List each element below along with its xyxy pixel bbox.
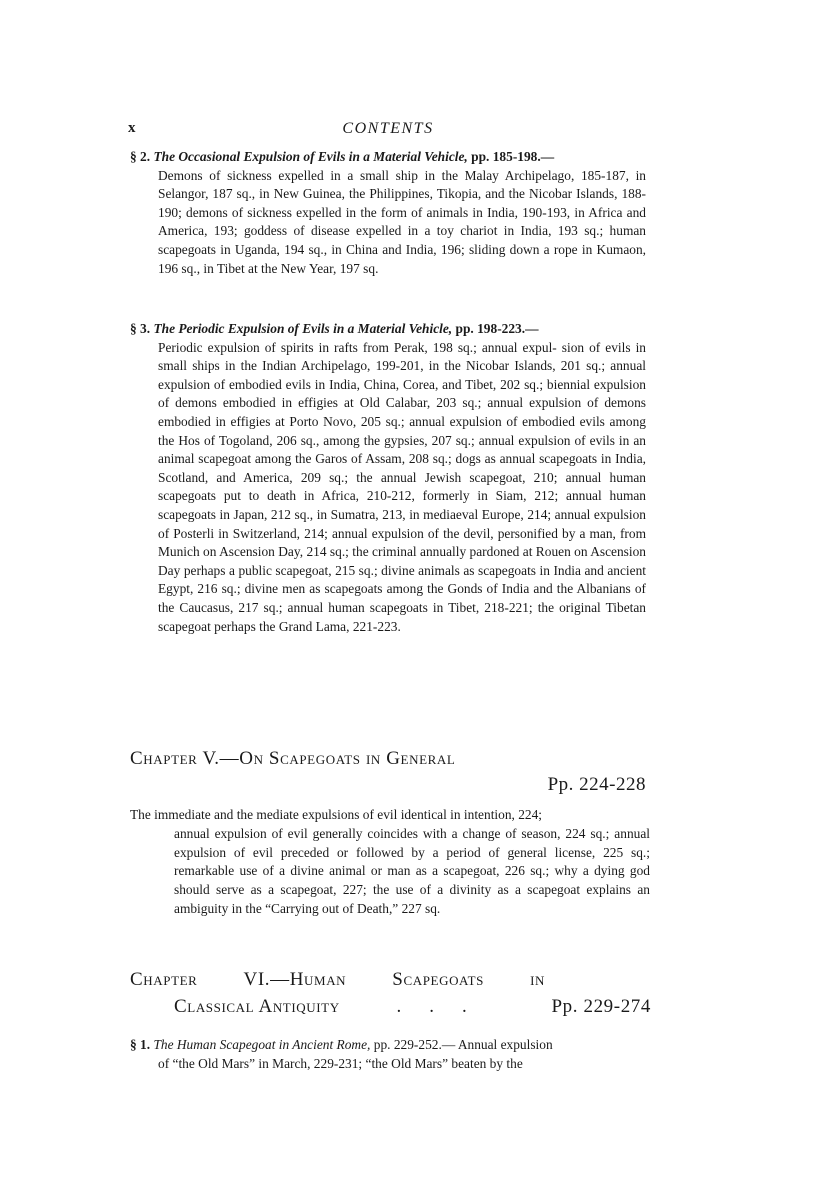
section-2-title: The Occasional Expulsion of Evils in a Material Vehicle,	[153, 149, 468, 164]
section-1-entry	[130, 1036, 646, 1073]
section-3-lead-text: Periodic expulsion of spirits in rafts from Perak, 198 sq.; annual expul-	[158, 339, 557, 355]
running-head: CONTENTS	[342, 120, 434, 137]
section-3-title: The Periodic Expulsion of Evils in a Material Vehicle,	[153, 321, 453, 336]
chapter-5-lead-text: The immediate and the mediate expulsions of evil identical in intention, 224;	[130, 807, 543, 822]
chapter-6-heading	[130, 966, 652, 1020]
section-2-lead-text: Demons of sickness expelled in a small ship in the Malay Archipelago,	[158, 167, 575, 183]
section-2-text: 185-187, in Selangor, 187 sq., in New Guinea, the Philippines, Tikopia, and the Nicobar Islands, 188-190; demons of sickness expelled in the form of animals in India, 190-193, in Africa and America, 193; goddess of disease expelled in a toy chariot in India, 193 sq.; human scapegoats in Uganda, 194 sq., in China and India, 196; sliding down a rope in Kumaon, 196 sq., in Tibet at the New Year, 197 sq.	[158, 167, 646, 276]
chapter-6-leader-dots: ...	[396, 996, 495, 1017]
chapter-6-word-chapter: Chapter	[130, 969, 198, 990]
chapter-6-line-1	[130, 966, 545, 993]
section-1-lead	[130, 1036, 646, 1055]
section-3-entry	[130, 320, 646, 636]
section-1-pages: pp. 229-252.—	[373, 1037, 456, 1052]
section-1-number: § 1.	[130, 1037, 151, 1052]
page-folio: x	[128, 120, 136, 136]
section-3-body	[130, 339, 646, 637]
page-header	[128, 120, 648, 142]
section-3-lead	[130, 320, 646, 339]
chapter-5-summary	[130, 806, 650, 919]
section-2-body	[130, 167, 646, 279]
chapter-5-heading: Chapter V.—On Scapegoats in General	[130, 748, 456, 769]
section-1-title: The Human Scapegoat in Ancient Rome,	[153, 1037, 371, 1052]
section-1-lead-text: Annual expulsion	[457, 1037, 553, 1052]
section-1-body: of “the Old Mars” in March, 229-231; “the Old Mars” beaten by the	[158, 1055, 523, 1071]
section-2-pages: pp. 185-198.—	[471, 149, 555, 164]
chapter-6-pages: Pp. 229-274	[551, 996, 651, 1017]
section-3-number: § 3.	[130, 321, 151, 336]
section-3-pages: pp. 198-223.—	[455, 321, 539, 336]
chapter-6-line-2	[130, 993, 651, 1020]
section-2-lead	[130, 148, 646, 167]
section-2-number: § 2.	[130, 149, 151, 164]
chapter-6-subtitle: Classical Antiquity	[174, 996, 340, 1017]
section-2-entry	[130, 148, 646, 278]
chapter-5-body: annual expulsion of evil generally coincides with a change of season, 224 sq.; annual expulsion of evil preceded or followed by a period of general license, 225 sq.; remarkable use of a divine animal or man as a scapegoat, 226 sq.; why a dying god should serve as a scapegoat, 227; the use of a divinity as a scapegoat explains an ambiguity in the “Carrying out of Death,” 227 sq.	[174, 825, 650, 916]
chapter-6-word-scapegoats: Scapegoats	[392, 969, 484, 990]
chapter-5-pages: Pp. 224-228	[547, 774, 646, 795]
section-3-text: sion of evils in small ships in the Indian Archipelago, 199-201, in the Nicobar Islands, 201 sq.; annual expulsion of embodied evils in India, China, Corea, and Tibet, 202 sq.; biennial expulsion of demons embodied in effigies at Old Calabar, 203 sq.; annual expulsion of demons embodied in effigies at Porto Novo, 205 sq.; annual expulsion of embodied evils among the Hos of Togoland, 206 sq., among the gypsies, 207 sq.; annual expulsion of evils in an animal scapegoat among the Garos of Assam, 208 sq.; dogs as annual scapegoats in India, Scotland, and America, 209 sq.; the annual Jewish scapegoat, 210; annual human scapegoats put to death in Africa, 210-212, formerly in Siam, 212; annual human scapegoats in Japan, 212 sq., in Sumatra, 213, in mediaeval Europe, 214; annual expulsion of Posterli in Switzerland, 214; annual expulsion of the devil, personified by a man, from Munich on Ascension Day, 214 sq.; the criminal annually pardoned at Rouen on Ascension Day perhaps a public scapegoat, 215 sq.; divine animals as scapegoats in India and ancient Egypt, 216 sq.; divine men as scapegoats among the Gonds of India and the Albanians of the Caucasus, 217 sq.; annual human scapegoats in Tibet, 218-221; the original Tibetan scapegoat perhaps the Grand Lama, 221-223.	[158, 339, 646, 634]
chapter-6-numeral: VI.—Human	[243, 969, 347, 990]
chapter-6-word-in: in	[530, 969, 545, 990]
